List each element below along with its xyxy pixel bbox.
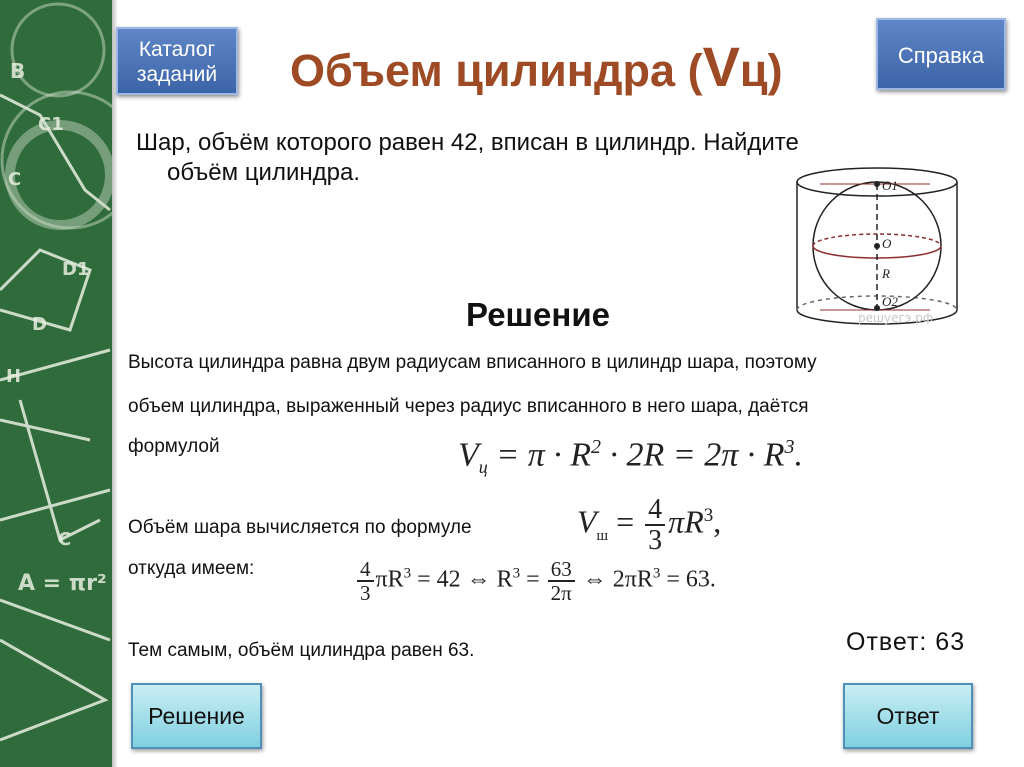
- solution-text-5: откуда имеем:: [128, 558, 255, 579]
- solution-text-1: Высота цилиндра равна двум радиусам вписанного в цилиндр шара, поэтому: [128, 352, 817, 373]
- page-shadow: [112, 0, 118, 767]
- formula1-end: .: [794, 436, 804, 474]
- formula2-end: ,: [713, 503, 722, 540]
- watermark: решуегэ.рф: [858, 311, 934, 325]
- svg-text:C1: C1: [38, 114, 64, 135]
- catalog-button-line1: Каталог: [138, 38, 216, 61]
- formula2-pir: πR: [668, 503, 704, 540]
- problem-line2: объём цилиндра.: [167, 159, 360, 186]
- formula1-exp1: 2: [591, 436, 602, 458]
- solution-text-2: объем цилиндра, выраженный через радиус вписанного в него шара, даётся: [128, 396, 809, 417]
- catalog-button-line2: заданий: [136, 63, 218, 86]
- formula3-fraction2: [548, 558, 575, 604]
- label-o: O: [882, 236, 892, 251]
- formula3-exp2: 3: [512, 565, 521, 582]
- formula3-exp1: 3: [403, 565, 412, 582]
- problem-line1: Шар, объём которого равен 42, вписан в цилиндр. Найдите: [136, 129, 799, 156]
- svg-text:C: C: [8, 169, 22, 190]
- label-o2: O2: [882, 294, 898, 309]
- formula1-v: V: [458, 436, 479, 474]
- svg-text:A = πr²: A = πr²: [18, 571, 107, 596]
- formula1-sub: ц: [478, 457, 488, 478]
- formula2-exp: 3: [703, 505, 714, 527]
- formula2-num: 4: [645, 495, 665, 526]
- sphere-volume-formula: [577, 495, 721, 556]
- formula3-part1: πR: [375, 566, 404, 593]
- formula2-eq: =: [608, 503, 643, 540]
- cylinder-volume-formula: [458, 436, 803, 478]
- formula3-part2: = 42 ⇔ R: [411, 566, 513, 593]
- svg-text:B: B: [10, 59, 26, 83]
- title-prefix: Объем цилиндра (: [290, 45, 703, 96]
- formula2-fraction: [645, 495, 665, 556]
- formula1-rhs1: = π · R: [487, 436, 592, 474]
- help-button[interactable]: Справка: [876, 18, 1006, 90]
- answer-button[interactable]: Ответ: [843, 683, 973, 749]
- title-suffix: ц): [739, 45, 783, 96]
- solution-text-3: формулой: [128, 436, 220, 457]
- formula3-eq: =: [520, 566, 546, 593]
- formula1-exp2: 3: [784, 436, 795, 458]
- geometry-sketch-icon: [0, 0, 112, 767]
- formula3-exp3: 3: [652, 565, 661, 582]
- formula2-v: V: [577, 503, 597, 540]
- formula3-fraction1: [357, 558, 374, 604]
- chalkboard-decoration: [0, 0, 112, 767]
- title-v: V: [702, 35, 740, 98]
- formula3-den2: 2π: [550, 581, 572, 606]
- cylinder-sphere-figure: [790, 160, 965, 340]
- svg-text:H: H: [6, 366, 22, 387]
- formula3-num1: 4: [357, 558, 374, 582]
- label-o1: O1: [882, 178, 898, 193]
- formula3-den1: 3: [360, 581, 371, 606]
- catalog-button[interactable]: [116, 27, 238, 95]
- formula3-num2: 63: [548, 558, 575, 582]
- derivation-formula: [355, 558, 716, 604]
- solution-heading: Решение: [466, 296, 610, 333]
- label-r: R: [882, 266, 890, 281]
- formula3-part4: = 63.: [660, 566, 716, 593]
- formula2-den: 3: [648, 525, 663, 557]
- solution-text-6: Тем самым, объём цилиндра равен 63.: [128, 640, 475, 661]
- solution-text-4: Объём шара вычисляется по формуле: [128, 517, 472, 538]
- svg-text:C: C: [58, 529, 72, 550]
- svg-text:D: D: [32, 314, 47, 335]
- formula3-part3: ⇔ 2πR: [576, 566, 653, 593]
- page-title: [290, 34, 890, 99]
- svg-text:D1: D1: [62, 259, 90, 280]
- solution-button[interactable]: Решение: [131, 683, 262, 749]
- formula1-rhs2: · 2R = 2π · R: [601, 436, 785, 474]
- formula2-sub: ш: [596, 528, 609, 545]
- answer-text: Ответ: 63: [846, 628, 966, 656]
